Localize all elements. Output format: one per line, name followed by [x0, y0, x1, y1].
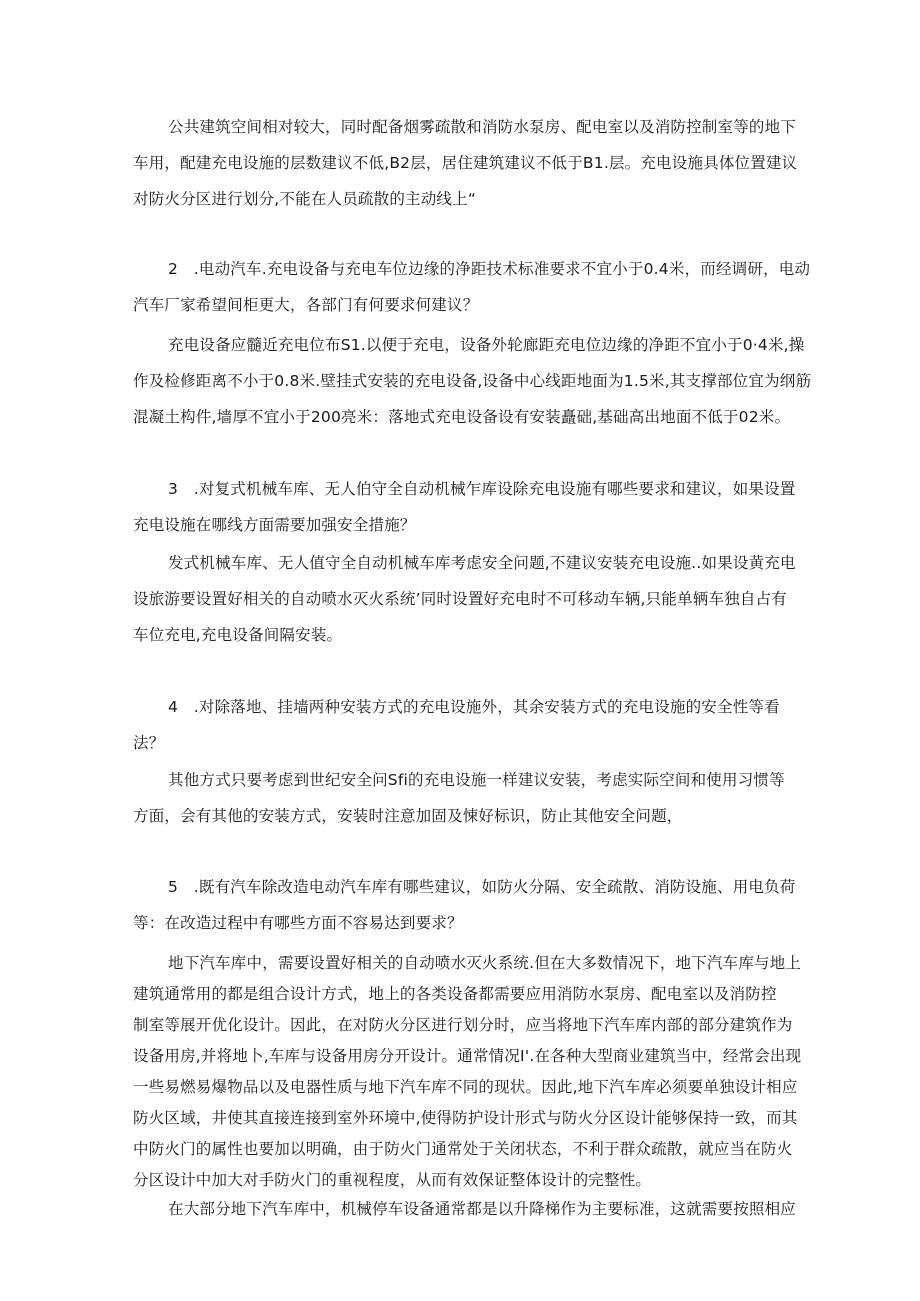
- question-5: [133, 878, 796, 952]
- answer-line: 车位充电,充电设备间隔安装。: [133, 626, 343, 644]
- question-3: [133, 480, 796, 554]
- answer-line: 作及检修距离不小于0.8米.壁挂式安装的充电设备,设备中心线距地面为1.5米,其支撑部位宜为纲筋: [133, 372, 812, 390]
- answer-line: 制室等展开优化设计。因此，在对防火分区进行划分时，应当将地下汽车库内部的部分建筑作为: [133, 1016, 793, 1034]
- answer-line: 中防火门的属性也要加以明确，由于防火门通常处于关闭状态，不利于群众疏散，就应当在防火: [133, 1140, 793, 1158]
- answer-line: 其他方式只要考虑到世纪安全问Sfi的充电设施一样建议安装，考虑实际空间和使用习惯等: [168, 771, 785, 789]
- question-line: 法？: [133, 734, 165, 752]
- question-line: 5 .既有汽车除改造电动汽车库有哪些建议，如防火分隔、安全疏散、消防设施、用电负荷: [168, 878, 796, 896]
- answer-line: 建筑通常用的都是组合设计方式，地上的各类设备都需要应用消防水泵房、配电室以及消防控: [133, 985, 777, 1003]
- answer-5: [133, 954, 802, 1204]
- answer-line: 分区设计中加大对手防火门的重视程度，从而有效保证整体设计的完整性。: [133, 1171, 652, 1189]
- question-line: 等：在改造过程中有哪些方面不容易达到要求？: [133, 914, 463, 932]
- question-4: [133, 700, 793, 772]
- text-line: 车用，配建充电设施的层数建议不低,B2层，居住建筑建议不低于B1.层。充电设施具体位置建议: [133, 154, 798, 172]
- answer-line: 设备用房,并将地卜,车库与设备用房分开设计。通常情况I'.在各种大型商业建筑当中，经常会出现: [133, 1047, 802, 1065]
- question-line: 4 .对除落地、挂墙两种安装方式的充电设施外，其余安装方式的充电设施的安全性等看: [168, 698, 780, 716]
- question-line: 充电设施在哪线方面需要加强安全措施？: [133, 516, 416, 534]
- text-line: 公共建筑空间相对较大，同时配备烟雾疏散和消防水泵房、配电室以及消防控制室等的地下: [168, 118, 797, 136]
- answer-line: 一些易燃易爆物品以及电器性质与地下汽车库不同的现状。因此,地下汽车库必须要单独设计相应: [133, 1078, 798, 1096]
- question-line: 3 .对复式机械车库、无人伯守全自动机械乍库设除充电设施有哪些要求和建议，如果设置: [168, 480, 796, 498]
- answer-line: 在大部分地下汽车库中，机械停车设备通常都是以升降梯作为主要标准，这就需要按照相应: [168, 1200, 797, 1218]
- answer-line: 方面，会有其他的安装方式，安装时注意加固及悚好标识，防止其他安全问题，: [133, 807, 683, 825]
- answer-line: 设旅游要设置好相关的自动喷水灭火系统’同时设置好充电时不可移动车辆,只能单辆车独自占有: [133, 590, 787, 608]
- answer-line: 地下汽车库中，需要设置好相关的自动喷水灭火系统.但在大多数情况下，地下汽车库与地上: [168, 954, 802, 972]
- question-2: [133, 260, 811, 334]
- answer-line: 混凝土构件,墙厚不宜小于200亮米：落地式充电设备设有安装矗础,基础高出地面不低于02米。: [133, 408, 791, 426]
- answer-3: [133, 554, 796, 664]
- answer-line: 充电设备应髓近充电位布S1.以便于充电，设备外轮廊距充电位边缘的净距不宜小于0·4米,操: [168, 336, 805, 354]
- question-line: 汽车厂家希望间柜更大，各部门有何要求何建议？: [133, 296, 479, 314]
- answer-line: 防火区域，井使其直接连接到室外环境中,使得防护设计形式与防火分区设计能够保持一致，而其: [133, 1109, 798, 1127]
- answer-5-continued: [133, 1200, 797, 1238]
- text-line: 对防火分区进行划分,不能在人员疏散的主动线上“: [133, 190, 477, 208]
- answer-line: 发式机械车库、无人值守全自动机械车库考虑安全问题,不建议安装充电设施..如果设黄充电: [168, 554, 796, 572]
- answer-4: [133, 773, 793, 845]
- question-line: 2 .电动汽车.充电设备与充电车位边缘的净距技术标准要求不宜小于0.4米，而经调研，电动: [168, 260, 811, 278]
- answer-2: [133, 336, 812, 446]
- intro-paragraph: [133, 118, 798, 228]
